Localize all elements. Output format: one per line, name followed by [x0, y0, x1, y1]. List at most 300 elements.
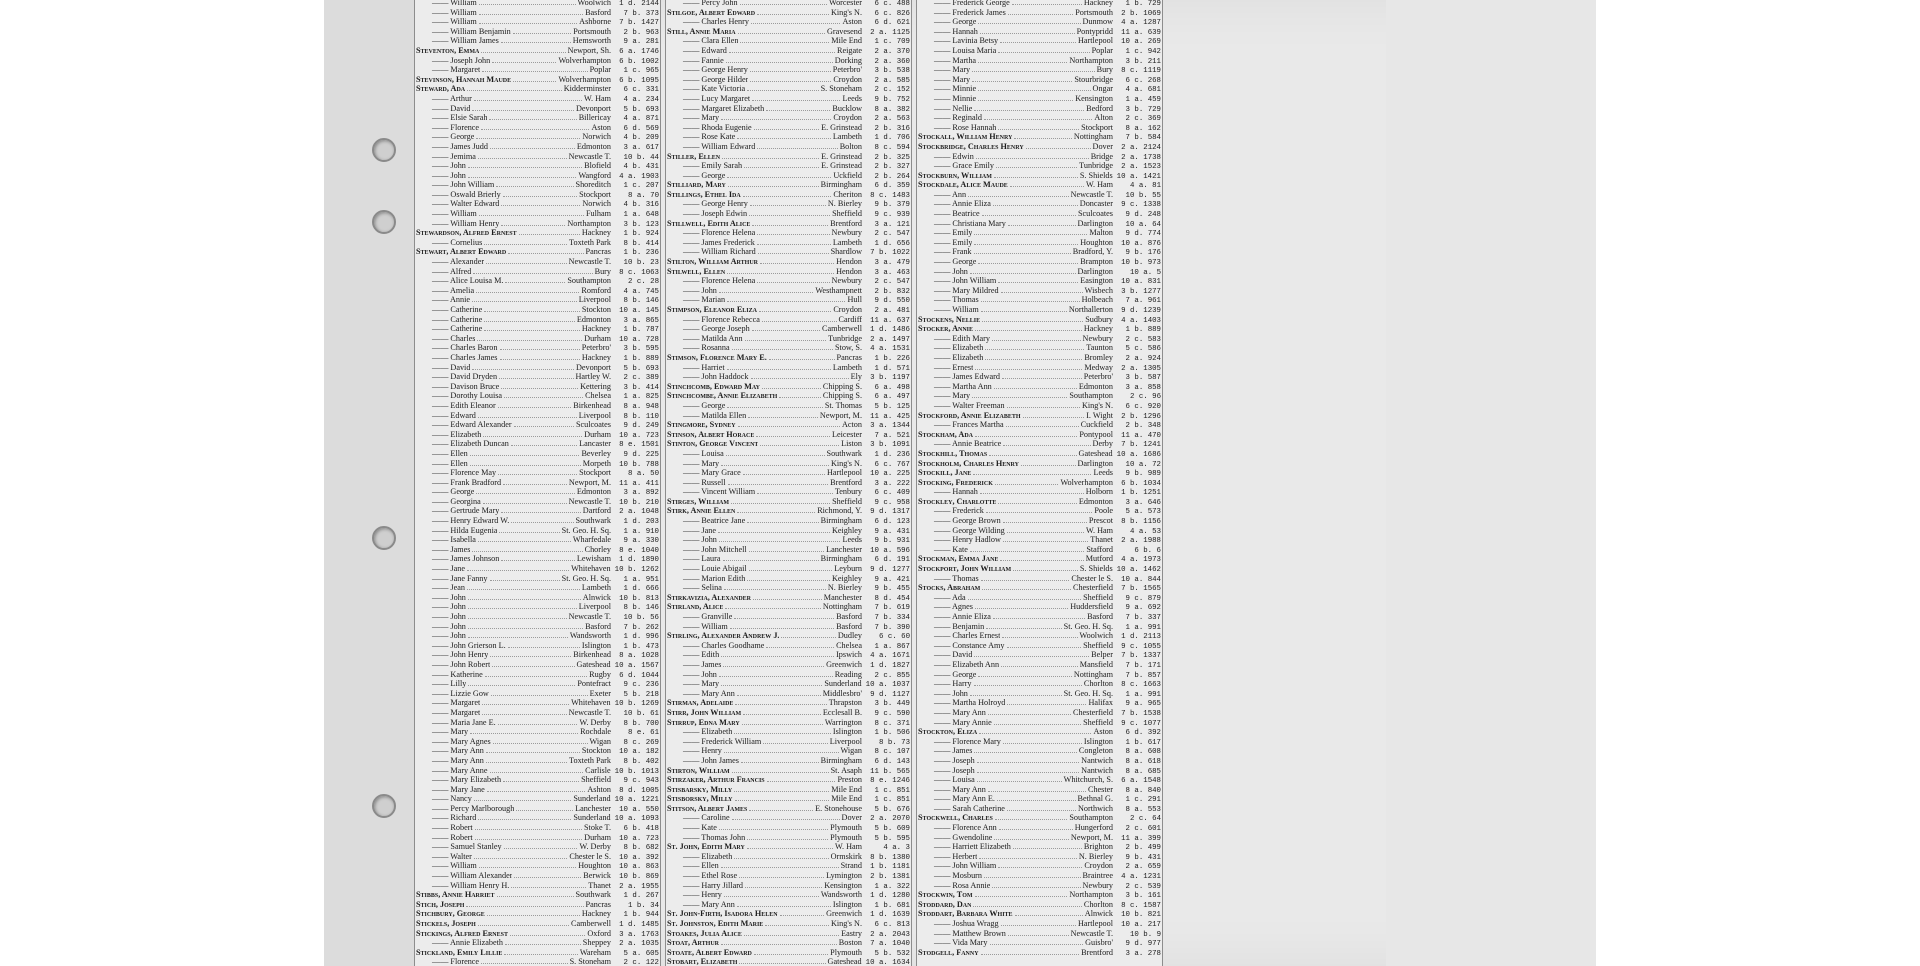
index-entry	[918, 315, 1161, 325]
entry-district: Brentford	[1081, 947, 1113, 957]
entry-district: E. Grinstead	[821, 122, 862, 132]
leader-dots	[997, 800, 1076, 801]
entry-name: Stickland, Emily Lillie	[416, 947, 503, 957]
leader-dots	[505, 944, 581, 945]
index-entry	[918, 238, 1161, 248]
entry-reference: 2 c. 28	[627, 278, 659, 286]
index-entry	[918, 219, 1161, 229]
entry-name: Stirk, Annie Ellen	[667, 506, 736, 516]
entry-reference: 1 c. 851	[874, 796, 910, 804]
leader-dots	[994, 839, 1068, 840]
entry-name: —— Florence	[416, 123, 479, 133]
entry-district: Islington	[832, 899, 862, 909]
leader-dots	[1002, 637, 1077, 638]
index-entry	[416, 583, 659, 593]
entry-reference: 4 a. 745	[623, 287, 659, 296]
index-entry	[416, 27, 659, 37]
entry-reference: 2 c. 122	[623, 959, 659, 966]
entry-reference: 10 b. 210	[619, 498, 659, 507]
entry-reference: 2 b. 264	[874, 172, 910, 181]
entry-district: Norwich	[582, 132, 611, 142]
entry-name: —— James Judd	[416, 142, 488, 152]
index-entry	[416, 670, 659, 680]
leader-dots	[1002, 378, 1082, 379]
leader-dots	[468, 628, 583, 629]
entry-district: Edmonton	[576, 487, 611, 497]
entry-district: Devonport	[575, 103, 611, 113]
leader-dots	[978, 676, 1072, 677]
entry-reference: 1 b. 506	[874, 729, 910, 737]
entry-district: Bury	[594, 266, 611, 276]
leader-dots	[1001, 925, 1076, 926]
index-entry	[667, 391, 910, 401]
index-entry	[667, 727, 910, 737]
leader-dots	[478, 417, 577, 418]
entry-reference: 8 a. 1028	[619, 652, 659, 660]
index-entry	[416, 219, 659, 229]
entry-district: Basford	[1087, 612, 1113, 621]
entry-district: Croydon	[833, 74, 862, 84]
entry-name: Stickings, Alfred Ernest	[416, 928, 508, 938]
index-entry	[918, 900, 1161, 910]
entry-district: Newbury	[1082, 880, 1113, 890]
entry-reference: 8 b. 146	[623, 297, 659, 305]
entry-reference: 6 c. 331	[623, 86, 659, 94]
entry-name: —— Ethel Rose	[667, 871, 737, 881]
entry-district: Liverpool	[578, 410, 611, 420]
entry-name: Stirton, William	[667, 765, 730, 775]
entry-district: Hackney	[581, 352, 611, 362]
leader-dots	[781, 637, 835, 638]
entry-district: Braintree	[1082, 871, 1113, 881]
entry-reference: 1 a. 991	[1125, 623, 1161, 632]
entry-name: —— James Edward	[918, 372, 1000, 382]
entry-district: Islington	[832, 727, 862, 737]
entry-reference: 5 a. 573	[1125, 508, 1161, 517]
entry-district: Holbeach	[1081, 295, 1113, 305]
entry-name: —— John	[667, 670, 717, 680]
leader-dots	[503, 484, 567, 485]
index-entry	[667, 670, 910, 680]
entry-name: —— James	[416, 545, 470, 555]
leader-dots	[989, 455, 1076, 456]
leader-dots	[732, 349, 833, 350]
entry-name: Stickels, Joseph	[416, 919, 476, 928]
entry-reference: 1 b. 924	[623, 230, 659, 238]
entry-reference: 9 b. 752	[874, 95, 910, 104]
entry-reference: 9 a. 692	[1125, 604, 1161, 612]
entry-reference: 6 b. 6	[1134, 546, 1161, 555]
leader-dots	[490, 772, 584, 773]
index-entry	[416, 833, 659, 843]
index-entry	[416, 650, 659, 660]
entry-name: —— Sarah Catherine	[918, 804, 1005, 814]
entry-district: E. Stonehouse	[815, 803, 862, 813]
leader-dots	[484, 244, 567, 245]
leader-dots	[734, 618, 834, 619]
entry-reference: 10 a. 1221	[614, 796, 659, 804]
entry-reference: 2 c. 583	[1125, 335, 1161, 344]
leader-dots	[757, 282, 829, 283]
entry-district: Keighley	[831, 525, 862, 535]
index-entry	[667, 56, 910, 66]
entry-district: Basford	[836, 612, 862, 621]
leader-dots	[1010, 186, 1084, 187]
entry-name: Stilwell, Ellen	[667, 266, 726, 276]
entry-reference: 1 d. 203	[623, 518, 659, 526]
entry-reference: 1 b. 236	[623, 249, 659, 258]
entry-name: Stinson, Albert Horace	[667, 429, 755, 439]
entry-district: Tunbridge	[828, 333, 862, 343]
entry-reference: 2 a. 1738	[1121, 153, 1161, 162]
leader-dots	[735, 704, 826, 705]
index-entry	[416, 8, 659, 18]
index-entry	[667, 948, 910, 958]
index-entry	[416, 372, 659, 382]
leader-dots	[769, 359, 835, 360]
entry-name: Stoate, Albert Edward	[667, 947, 752, 957]
index-entry	[918, 353, 1161, 363]
index-entry	[416, 900, 659, 910]
entry-name: —— Laura	[667, 554, 721, 564]
index-entry	[918, 670, 1161, 680]
entry-district: Doncaster	[1079, 199, 1113, 209]
entry-name: Stirland, Alice	[667, 602, 724, 612]
leader-dots	[472, 551, 582, 552]
entry-district: Mansfield	[1079, 659, 1113, 669]
index-entry	[918, 132, 1161, 142]
leader-dots	[516, 810, 573, 811]
entry-name: Stewardson, Alfred Ernest	[416, 228, 517, 238]
entry-district: Chipping S.	[822, 391, 862, 401]
entry-reference: 7 b. 334	[874, 614, 910, 622]
entry-reference: 7 b. 584	[1125, 134, 1161, 142]
index-entry	[918, 583, 1161, 593]
entry-district: Dartford	[582, 506, 611, 516]
entry-name: Stoddard, Dan	[918, 899, 972, 909]
leader-dots	[968, 599, 1082, 600]
index-entry	[416, 247, 659, 257]
entry-reference: 5 b. 676	[874, 805, 910, 814]
entry-name: —— John	[918, 267, 968, 277]
entry-reference: 9 d. 774	[1125, 230, 1161, 238]
entry-reference: 8 c. 107	[874, 748, 910, 756]
entry-name: —— George Joseph	[667, 324, 750, 334]
entry-district: Darlington	[1077, 266, 1113, 276]
entry-district: Pontefract	[577, 679, 611, 689]
entry-name: —— Elizabeth	[667, 727, 732, 737]
entry-district: Gateshead	[1078, 448, 1113, 458]
entry-reference: 1 b. 889	[623, 354, 659, 363]
leader-dots	[504, 954, 577, 955]
index-entry	[918, 468, 1161, 478]
entry-reference: 10 b. 788	[619, 460, 659, 469]
entry-district: W. Derby	[579, 842, 611, 852]
entry-district: N. Bierley	[1078, 851, 1113, 861]
index-entry	[667, 535, 910, 545]
entry-reference: 5 a. 605	[623, 949, 659, 958]
index-entry	[918, 363, 1161, 373]
punch-hole	[372, 138, 396, 162]
entry-name: Stewart, Albert Edward	[416, 247, 507, 257]
entry-district: Romford	[581, 285, 611, 295]
index-entry	[667, 718, 910, 728]
index-entry	[416, 180, 659, 190]
entry-reference: 9 c. 1077	[1121, 719, 1161, 728]
entry-district: Richmond, Y.	[817, 506, 862, 516]
leader-dots	[491, 695, 588, 696]
index-entry	[416, 766, 659, 776]
leader-dots	[475, 829, 582, 830]
entry-district: Lanchester	[575, 803, 611, 813]
leader-dots	[972, 397, 1067, 398]
entry-reference: 10 a. 145	[619, 307, 659, 315]
entry-reference: 8 d. 1005	[619, 786, 659, 795]
entry-district: Houghton	[1080, 237, 1113, 247]
entry-reference: 7 a. 1040	[870, 940, 910, 948]
index-entry	[667, 612, 910, 622]
entry-reference: 10 a. 1093	[614, 815, 659, 824]
entry-district: Chorley	[584, 544, 611, 554]
leader-dots	[757, 148, 837, 149]
entry-name: —— Vincent William	[667, 487, 755, 497]
index-entry	[918, 535, 1161, 545]
entry-name: —— Charles Henry	[667, 17, 749, 27]
entry-reference: 1 d. 996	[623, 633, 659, 641]
index-entry	[416, 660, 659, 670]
index-entry	[918, 123, 1161, 133]
entry-reference: 8 b. 1380	[870, 853, 910, 862]
leader-dots	[973, 474, 1091, 475]
entry-name: Stevinson, Hannah Maude	[416, 74, 512, 84]
entry-district: Bethnal G.	[1077, 794, 1113, 804]
entry-reference: 10 b. 56	[623, 614, 659, 622]
entry-district: Gateshead	[576, 659, 611, 669]
leader-dots	[726, 62, 833, 63]
leader-dots	[468, 608, 577, 609]
entry-district: Kettering	[580, 381, 611, 391]
index-entry	[667, 593, 910, 603]
index-entry	[416, 679, 659, 689]
index-entry	[918, 804, 1161, 814]
entry-district: Pontypool	[1079, 429, 1113, 439]
entry-name: —— Mary	[918, 65, 970, 75]
leader-dots	[747, 90, 818, 91]
entry-name: —— Mary Ann E.	[918, 794, 995, 804]
index-entry	[918, 190, 1161, 200]
entry-reference: 6 d. 392	[1125, 729, 1161, 737]
leader-dots	[467, 570, 569, 571]
leader-dots	[749, 215, 830, 216]
entry-reference: 2 c. 369	[1125, 115, 1161, 123]
entry-district: Ormskirk	[830, 851, 862, 861]
entry-district: Stafford	[1086, 544, 1113, 554]
entry-district: Lymington	[826, 871, 862, 881]
entry-reference: 8 a. 618	[1125, 757, 1161, 766]
entry-name: —— Granville	[667, 612, 732, 622]
entry-name: —— Martha	[918, 56, 976, 66]
leader-dots	[754, 129, 819, 130]
index-entry	[918, 871, 1161, 881]
index-entry	[667, 861, 910, 871]
index-entry	[667, 813, 910, 823]
entry-district: Birkenhead	[573, 650, 611, 660]
leader-dots	[468, 685, 575, 686]
entry-district: Hackney	[1083, 324, 1113, 334]
entry-reference: 9 c. 1055	[1121, 642, 1161, 651]
entry-reference: 3 a. 1344	[870, 422, 910, 430]
entry-district: Alton	[1094, 113, 1113, 123]
entry-name: —— Frederick George	[918, 0, 1010, 8]
entry-district: Medway	[1084, 362, 1113, 372]
index-entry	[667, 449, 910, 459]
entry-name: —— Thomas	[918, 295, 979, 305]
leader-dots	[501, 42, 571, 43]
entry-reference: 9 d. 1317	[870, 508, 910, 517]
entry-district: Portsmouth	[1075, 7, 1113, 17]
entry-name: —— Harriett Elizabeth	[918, 842, 1011, 852]
entry-reference: 2 c. 96	[1129, 393, 1161, 401]
entry-name: —— John	[416, 161, 466, 171]
entry-reference: 3 b. 1197	[870, 374, 910, 382]
leader-dots	[985, 349, 1084, 350]
entry-name: —— William	[416, 861, 477, 871]
entry-district: Edmonton	[576, 314, 611, 324]
index-entry	[667, 363, 910, 373]
index-entry	[918, 794, 1161, 804]
entry-district: Malton	[1089, 228, 1113, 238]
entry-reference: 7 b. 1022	[870, 249, 910, 258]
entry-district: Sunderland	[573, 794, 611, 804]
index-entry	[416, 449, 659, 459]
entry-reference: 9 d. 249	[623, 422, 659, 430]
leader-dots	[1026, 148, 1091, 149]
entry-name: —— Kate	[667, 823, 717, 833]
leader-dots	[986, 512, 1093, 513]
entry-name: St. John-Firth, Isadora Helen	[667, 909, 778, 919]
entry-name: Stockport, John William	[918, 564, 1012, 574]
entry-reference: 4 a. 234	[623, 95, 659, 104]
entry-name: —— George Henry	[667, 199, 748, 209]
entry-name: —— Catherine	[416, 324, 482, 334]
index-entry	[667, 324, 910, 334]
entry-name: Stocks, Abraham	[918, 583, 981, 593]
index-entry	[918, 84, 1161, 94]
index-entry	[416, 363, 659, 373]
entry-district: W. Derby	[579, 717, 611, 727]
entry-name: —— Ellen	[416, 449, 468, 459]
leader-dots	[982, 215, 1076, 216]
index-entry	[667, 823, 910, 833]
leader-dots	[990, 944, 1084, 945]
entry-name: —— Beatrice	[918, 209, 980, 219]
entry-reference: 9 b. 176	[1125, 249, 1161, 258]
entry-name: Stilton, William Arthur	[667, 257, 759, 267]
entry-name: —— Florence Mary	[918, 737, 1001, 747]
entry-district: Hungerford	[1074, 823, 1113, 833]
index-entry	[918, 161, 1161, 171]
entry-name: —— Alexander	[416, 257, 484, 267]
entry-district: Northampton	[567, 218, 611, 228]
entry-district: Reigate	[836, 45, 862, 55]
entry-reference: 7 b. 373	[623, 9, 659, 18]
entry-reference: 2 b. 499	[1125, 844, 1161, 852]
leader-dots	[723, 560, 819, 561]
entry-reference: 5 b. 532	[874, 949, 910, 958]
index-entry	[667, 737, 910, 747]
entry-name: —— David Dryden	[416, 372, 497, 382]
entry-district: Berwick	[583, 871, 611, 881]
entry-name: —— Edith Eleanor	[416, 401, 496, 411]
entry-reference: 1 d. 267	[623, 892, 659, 900]
entry-name: —— Margaret	[416, 708, 480, 718]
index-entry	[667, 833, 910, 843]
leader-dots	[492, 62, 556, 63]
index-column-2	[665, 0, 912, 966]
index-entry	[918, 228, 1161, 238]
entry-name: —— Thomas	[918, 574, 979, 584]
index-entry	[416, 756, 659, 766]
leader-dots	[725, 608, 820, 609]
entry-reference: 8 d. 454	[874, 594, 910, 603]
entry-district: Uckfield	[833, 170, 862, 180]
entry-district: Liverpool	[829, 736, 862, 746]
entry-name: Stilliard, Mary	[667, 180, 726, 190]
index-entry	[667, 305, 910, 315]
leader-dots	[749, 810, 813, 811]
index-entry	[918, 698, 1161, 708]
leader-dots	[468, 177, 577, 178]
entry-district: Woolwich	[1079, 631, 1113, 641]
entry-district: E. Grinstead	[821, 151, 862, 161]
entry-name: —— Joseph	[918, 766, 975, 776]
entry-district: Tenbury	[834, 487, 862, 497]
leader-dots	[514, 426, 574, 427]
entry-reference: 5 b. 693	[623, 105, 659, 114]
entry-reference: 9 c. 939	[874, 211, 910, 219]
entry-district: W. Ham	[584, 93, 611, 103]
leader-dots	[998, 282, 1078, 283]
entry-reference: 9 a. 421	[874, 575, 910, 584]
leader-dots	[744, 935, 839, 936]
entry-district: Leeds	[1093, 468, 1113, 478]
entry-name: —— Agnes	[918, 602, 973, 612]
entry-name: Stirr, John William	[667, 707, 742, 717]
entry-reference: 8 b. 1156	[1121, 518, 1161, 526]
entry-name: —— Emily	[918, 228, 972, 238]
leader-dots	[490, 580, 560, 581]
entry-name: Stockwin, Tom	[918, 890, 973, 900]
leader-dots	[739, 963, 825, 964]
index-entry	[918, 545, 1161, 555]
entry-name: —— Rose Kate	[667, 132, 735, 142]
entry-district: Chorlton	[1083, 679, 1113, 689]
entry-name: —— David	[918, 650, 972, 660]
leader-dots	[752, 100, 840, 101]
index-entry	[667, 708, 910, 718]
leader-dots	[1007, 407, 1080, 408]
entry-name: —— Hilda Eugenia	[416, 526, 497, 536]
leader-dots	[1001, 292, 1083, 293]
index-entry	[918, 372, 1161, 382]
entry-district: St. Thomas	[824, 400, 862, 410]
entry-district: Darlington	[1077, 458, 1113, 468]
leader-dots	[978, 100, 1073, 101]
entry-reference: 4 a. 81	[1129, 182, 1161, 190]
leader-dots	[994, 177, 1078, 178]
entry-name: —— Robert	[416, 833, 473, 843]
leader-dots	[975, 436, 1077, 437]
